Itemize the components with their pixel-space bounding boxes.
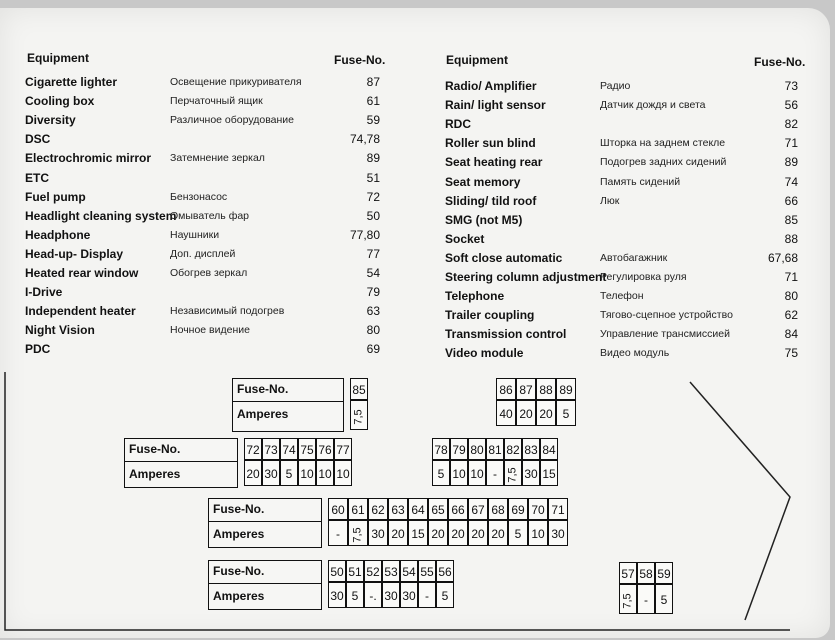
- fuse-number-cell: 59: [655, 562, 673, 584]
- right-equipment-header: Equipment: [446, 53, 508, 67]
- amperage-cell: -: [637, 584, 655, 614]
- equipment-row: [0, 136, 835, 154]
- amperage-cell: -: [328, 520, 348, 546]
- fuse-number: 84: [784, 327, 798, 342]
- fuse-number-cell: 77: [334, 438, 352, 460]
- amperage-cell: 5: [436, 582, 454, 608]
- equipment-name-ru: Телефон: [600, 290, 644, 303]
- equipment-name: Diversity: [25, 113, 76, 128]
- fuse-number: 69: [366, 342, 380, 357]
- fuse-number: 89: [366, 151, 380, 166]
- fuse-number: 73: [784, 79, 798, 93]
- fuse-number-cell: 65: [428, 498, 448, 520]
- amperage-cell: 30: [522, 460, 540, 486]
- fuse-number: 56: [784, 98, 798, 113]
- equipment-name-ru: Наушники: [170, 228, 220, 241]
- amperage-cell: 20: [244, 460, 262, 486]
- equipment-name-ru: Радио: [600, 80, 631, 92]
- equipment-name: Radio/ Amplifier: [445, 79, 537, 93]
- equipment-name: Transmission control: [445, 327, 567, 342]
- equipment-name-ru: Подогрев задних сидений: [600, 156, 727, 169]
- equipment-name: Cigarette lighter: [25, 75, 118, 89]
- amperage-cell: 30: [262, 460, 280, 486]
- equipment-name: Fuel pump: [25, 189, 86, 204]
- fuse-number: 80: [366, 323, 380, 338]
- amperes-label: Amperes: [213, 527, 265, 541]
- amperage-cell: 5: [655, 584, 673, 614]
- label-divider: [233, 401, 343, 402]
- equipment-name: ETC: [25, 170, 49, 185]
- fuse-number: 71: [784, 136, 798, 151]
- equipment-name: RDC: [445, 117, 471, 132]
- equipment-name: Seat memory: [445, 174, 521, 189]
- amperage-cell: 10: [298, 460, 316, 486]
- fuse-block-label: [124, 438, 238, 488]
- fuse-number-cell: 56: [436, 560, 454, 582]
- equipment-row: [0, 175, 835, 193]
- equipment-row: [0, 346, 835, 364]
- fuse-number-cell: 70: [528, 498, 548, 520]
- fuse-number: 62: [784, 308, 798, 323]
- equipment-name: DSC: [25, 132, 51, 147]
- equipment-name: Cooling box: [25, 94, 95, 109]
- fuse-block-label: [208, 560, 322, 610]
- fuse-number-cell: 79: [450, 438, 468, 460]
- equipment-name: Heated rear window: [25, 266, 139, 280]
- left-equipment-header: Equipment: [27, 51, 89, 65]
- fuse-number-cell: 55: [418, 560, 436, 582]
- amperage-cell: 10: [316, 460, 334, 486]
- equipment-row: [0, 308, 835, 326]
- amperage-cell: 5: [346, 582, 364, 608]
- amperage-cell: 20: [516, 400, 536, 426]
- fuse-number-cell: 84: [540, 438, 558, 460]
- fuse-block-label: [232, 378, 344, 432]
- equipment-name-ru: Доп. дисплей: [170, 247, 236, 260]
- equipment-row: [0, 251, 835, 269]
- equipment-name: Electrochromic mirror: [25, 151, 152, 166]
- fuse-number-cell: 78: [432, 438, 450, 460]
- fuse-number: 63: [366, 304, 380, 319]
- amperage-cell: 20: [488, 520, 508, 546]
- equipment-name-ru: Затемнение зеркал: [170, 152, 265, 165]
- equipment-name: Headphone: [25, 227, 91, 242]
- fuse-number: 88: [784, 231, 798, 246]
- amperage-cell: 20: [428, 520, 448, 546]
- fuse-number-cell: 67: [468, 498, 488, 520]
- fuse-number: 74: [784, 174, 798, 189]
- fuse-number: 79: [366, 285, 380, 300]
- equipment-row: [0, 117, 835, 135]
- amperage-cell: 20: [468, 520, 488, 546]
- fuse-number-cell: 72: [244, 438, 262, 460]
- fuse-no-label: Fuse-No.: [213, 564, 265, 578]
- left-fuse-header: Fuse-No.: [334, 53, 386, 67]
- fuse-number-cell: 54: [400, 560, 418, 582]
- fuse-no-label: Fuse-No.: [213, 502, 265, 516]
- amperage-cell: 10: [528, 520, 548, 546]
- fuse-number-cell: 50: [328, 560, 346, 582]
- fuse-number-cell: 62: [368, 498, 388, 520]
- fuse-number-cell: 81: [486, 438, 504, 460]
- equipment-name-ru: Бензонасос: [170, 190, 228, 203]
- fuse-number: 77: [366, 246, 380, 261]
- amperage-cell: 15: [408, 520, 428, 546]
- fuse-number-cell: 51: [346, 560, 364, 582]
- amperage-cell: 10: [468, 460, 486, 486]
- equipment-name: PDC: [25, 342, 51, 357]
- equipment-name: Head-up- Display: [25, 246, 124, 261]
- equipment-name: Video module: [445, 346, 524, 361]
- fuse-number-cell: 85: [350, 378, 368, 400]
- amperes-label: Amperes: [213, 589, 265, 603]
- amperes-label: Amperes: [129, 467, 181, 481]
- amperage-cell: 20: [536, 400, 556, 426]
- amperage-cell: 30: [382, 582, 400, 608]
- amperage-cell: 5: [556, 400, 576, 426]
- equipment-name-ru: Ночное видение: [170, 324, 250, 337]
- equipment-row: [0, 289, 835, 307]
- equipment-name-ru: Независимый подогрев: [170, 305, 285, 318]
- fuse-number: 87: [366, 75, 380, 89]
- fuse-number: 71: [784, 270, 798, 284]
- amperage-cell: 30: [328, 582, 346, 608]
- equipment-name-ru: Управление трансмиссией: [600, 328, 730, 341]
- fuse-number-cell: 52: [364, 560, 382, 582]
- fuse-number: 85: [784, 212, 798, 227]
- equipment-name: Trailer coupling: [445, 308, 535, 323]
- fuse-no-label: Fuse-No.: [237, 382, 289, 396]
- amperage-cell: 30: [368, 520, 388, 546]
- amperage-cell: -: [486, 460, 504, 486]
- equipment-name-ru: Датчик дождя и света: [600, 99, 706, 112]
- fuse-number-cell: 76: [316, 438, 334, 460]
- fuse-number-cell: 57: [619, 562, 637, 584]
- amperage-value: 7,5: [352, 409, 365, 425]
- amperage-cell: 5: [508, 520, 528, 546]
- fuse-number: 75: [784, 346, 798, 361]
- equipment-row: [0, 98, 835, 116]
- amperage-cell: 30: [548, 520, 568, 546]
- fuse-number: 82: [784, 117, 798, 132]
- equipment-name: SMG (not M5): [445, 212, 523, 227]
- fuse-number-cell: 89: [556, 378, 576, 400]
- equipment-name: Independent heater: [25, 304, 136, 319]
- fuse-number-cell: 61: [348, 498, 368, 520]
- equipment-name: Sliding/ tild roof: [445, 193, 537, 208]
- equipment-row: [0, 232, 835, 250]
- equipment-row: [0, 270, 835, 288]
- equipment-name: Night Vision: [25, 323, 95, 338]
- label-divider: [209, 521, 321, 522]
- fuse-number-cell: 58: [637, 562, 655, 584]
- fuse-number: 80: [784, 289, 798, 304]
- fuse-number-cell: 63: [388, 498, 408, 520]
- fuse-number: 59: [366, 113, 380, 128]
- equipment-name: Socket: [445, 231, 485, 246]
- amperage-value: 7,5: [621, 593, 634, 609]
- fuse-number-cell: 66: [448, 498, 468, 520]
- fuse-number-cell: 83: [522, 438, 540, 460]
- amperage-cell: 20: [448, 520, 468, 546]
- fuse-number-cell: 80: [468, 438, 486, 460]
- amperes-label: Amperes: [237, 407, 289, 421]
- amperage-cell: 5: [280, 460, 298, 486]
- fuse-number-cell: 75: [298, 438, 316, 460]
- equipment-name-ru: Различное оборудование: [170, 114, 295, 127]
- fuse-number-cell: 87: [516, 378, 536, 400]
- amperage-cell: 5: [432, 460, 450, 486]
- amperage-cell: [350, 400, 368, 430]
- equipment-name: Roller sun blind: [445, 136, 536, 151]
- equipment-name-ru: Омыватель фар: [170, 209, 250, 222]
- equipment-name-ru: Регулировка руля: [600, 271, 687, 283]
- fuse-number: 77,80: [349, 227, 380, 242]
- equipment-name-ru: Шторка на заднем стекле: [600, 137, 726, 150]
- equipment-name: Seat heating rear: [445, 155, 543, 170]
- fuse-number-cell: 82: [504, 438, 522, 460]
- equipment-name: Steering column adjustment: [445, 270, 607, 284]
- fuse-block-label: [208, 498, 322, 548]
- fuse-number: 50: [366, 208, 380, 223]
- equipment-name: Rain/ light sensor: [445, 98, 546, 113]
- equipment-row: [0, 213, 835, 231]
- equipment-name-ru: Тягово-сцепное устройство: [600, 309, 733, 322]
- equipment-name: Soft close automatic: [445, 250, 563, 265]
- equipment-name: I-Drive: [25, 285, 63, 300]
- right-fuse-header: Fuse-No.: [754, 55, 806, 69]
- equipment-name-ru: Память сидений: [600, 175, 681, 188]
- amperage-cell: -.: [364, 582, 382, 608]
- amperage-cell: 10: [450, 460, 468, 486]
- fuse-number-cell: 68: [488, 498, 508, 520]
- equipment-name-ru: Перчаточный ящик: [170, 95, 263, 108]
- fuse-number-cell: 86: [496, 378, 516, 400]
- fuse-number: 54: [366, 266, 380, 280]
- fuse-number: 89: [784, 155, 798, 170]
- fuse-number: 72: [366, 189, 380, 204]
- amperage-cell: [504, 460, 522, 486]
- fuse-number: 61: [366, 94, 380, 109]
- label-divider: [125, 461, 237, 462]
- fuse-number-cell: 53: [382, 560, 400, 582]
- fuse-number-cell: 60: [328, 498, 348, 520]
- amperage-value: 7,5: [506, 467, 519, 483]
- equipment-name-ru: Обогрев зеркал: [170, 267, 248, 279]
- amperage-cell: [348, 520, 368, 546]
- amperage-cell: 40: [496, 400, 516, 426]
- amperage-cell: -: [418, 582, 436, 608]
- fuse-number-cell: 88: [536, 378, 556, 400]
- amperage-cell: 30: [400, 582, 418, 608]
- equipment-row: [0, 194, 835, 212]
- fuse-number-cell: 73: [262, 438, 280, 460]
- equipment-name: Headlight cleaning system: [25, 208, 177, 223]
- fuse-number-cell: 71: [548, 498, 568, 520]
- equipment-name-ru: Видео модуль: [600, 347, 670, 360]
- fuse-number: 67,68: [767, 250, 798, 265]
- amperage-cell: 10: [334, 460, 352, 486]
- equipment-row: [0, 155, 835, 173]
- amperage-cell: [619, 584, 637, 614]
- fuse-number-cell: 74: [280, 438, 298, 460]
- fuse-no-label: Fuse-No.: [129, 442, 181, 456]
- equipment-name: Telephone: [445, 289, 505, 304]
- fuse-number: 66: [784, 193, 798, 208]
- amperage-value: 7,5: [351, 527, 364, 543]
- amperage-cell: 15: [540, 460, 558, 486]
- fuse-number-cell: 64: [408, 498, 428, 520]
- label-divider: [209, 583, 321, 584]
- equipment-name-ru: Автобагажник: [600, 251, 668, 264]
- equipment-row: [0, 79, 835, 97]
- equipment-row: [0, 327, 835, 345]
- amperage-cell: 20: [388, 520, 408, 546]
- equipment-name-ru: Люк: [600, 194, 620, 207]
- fuse-number: 51: [366, 170, 380, 185]
- equipment-name-ru: Освещение прикуривателя: [170, 76, 302, 88]
- fuse-number-cell: 69: [508, 498, 528, 520]
- fuse-number: 74,78: [349, 132, 380, 147]
